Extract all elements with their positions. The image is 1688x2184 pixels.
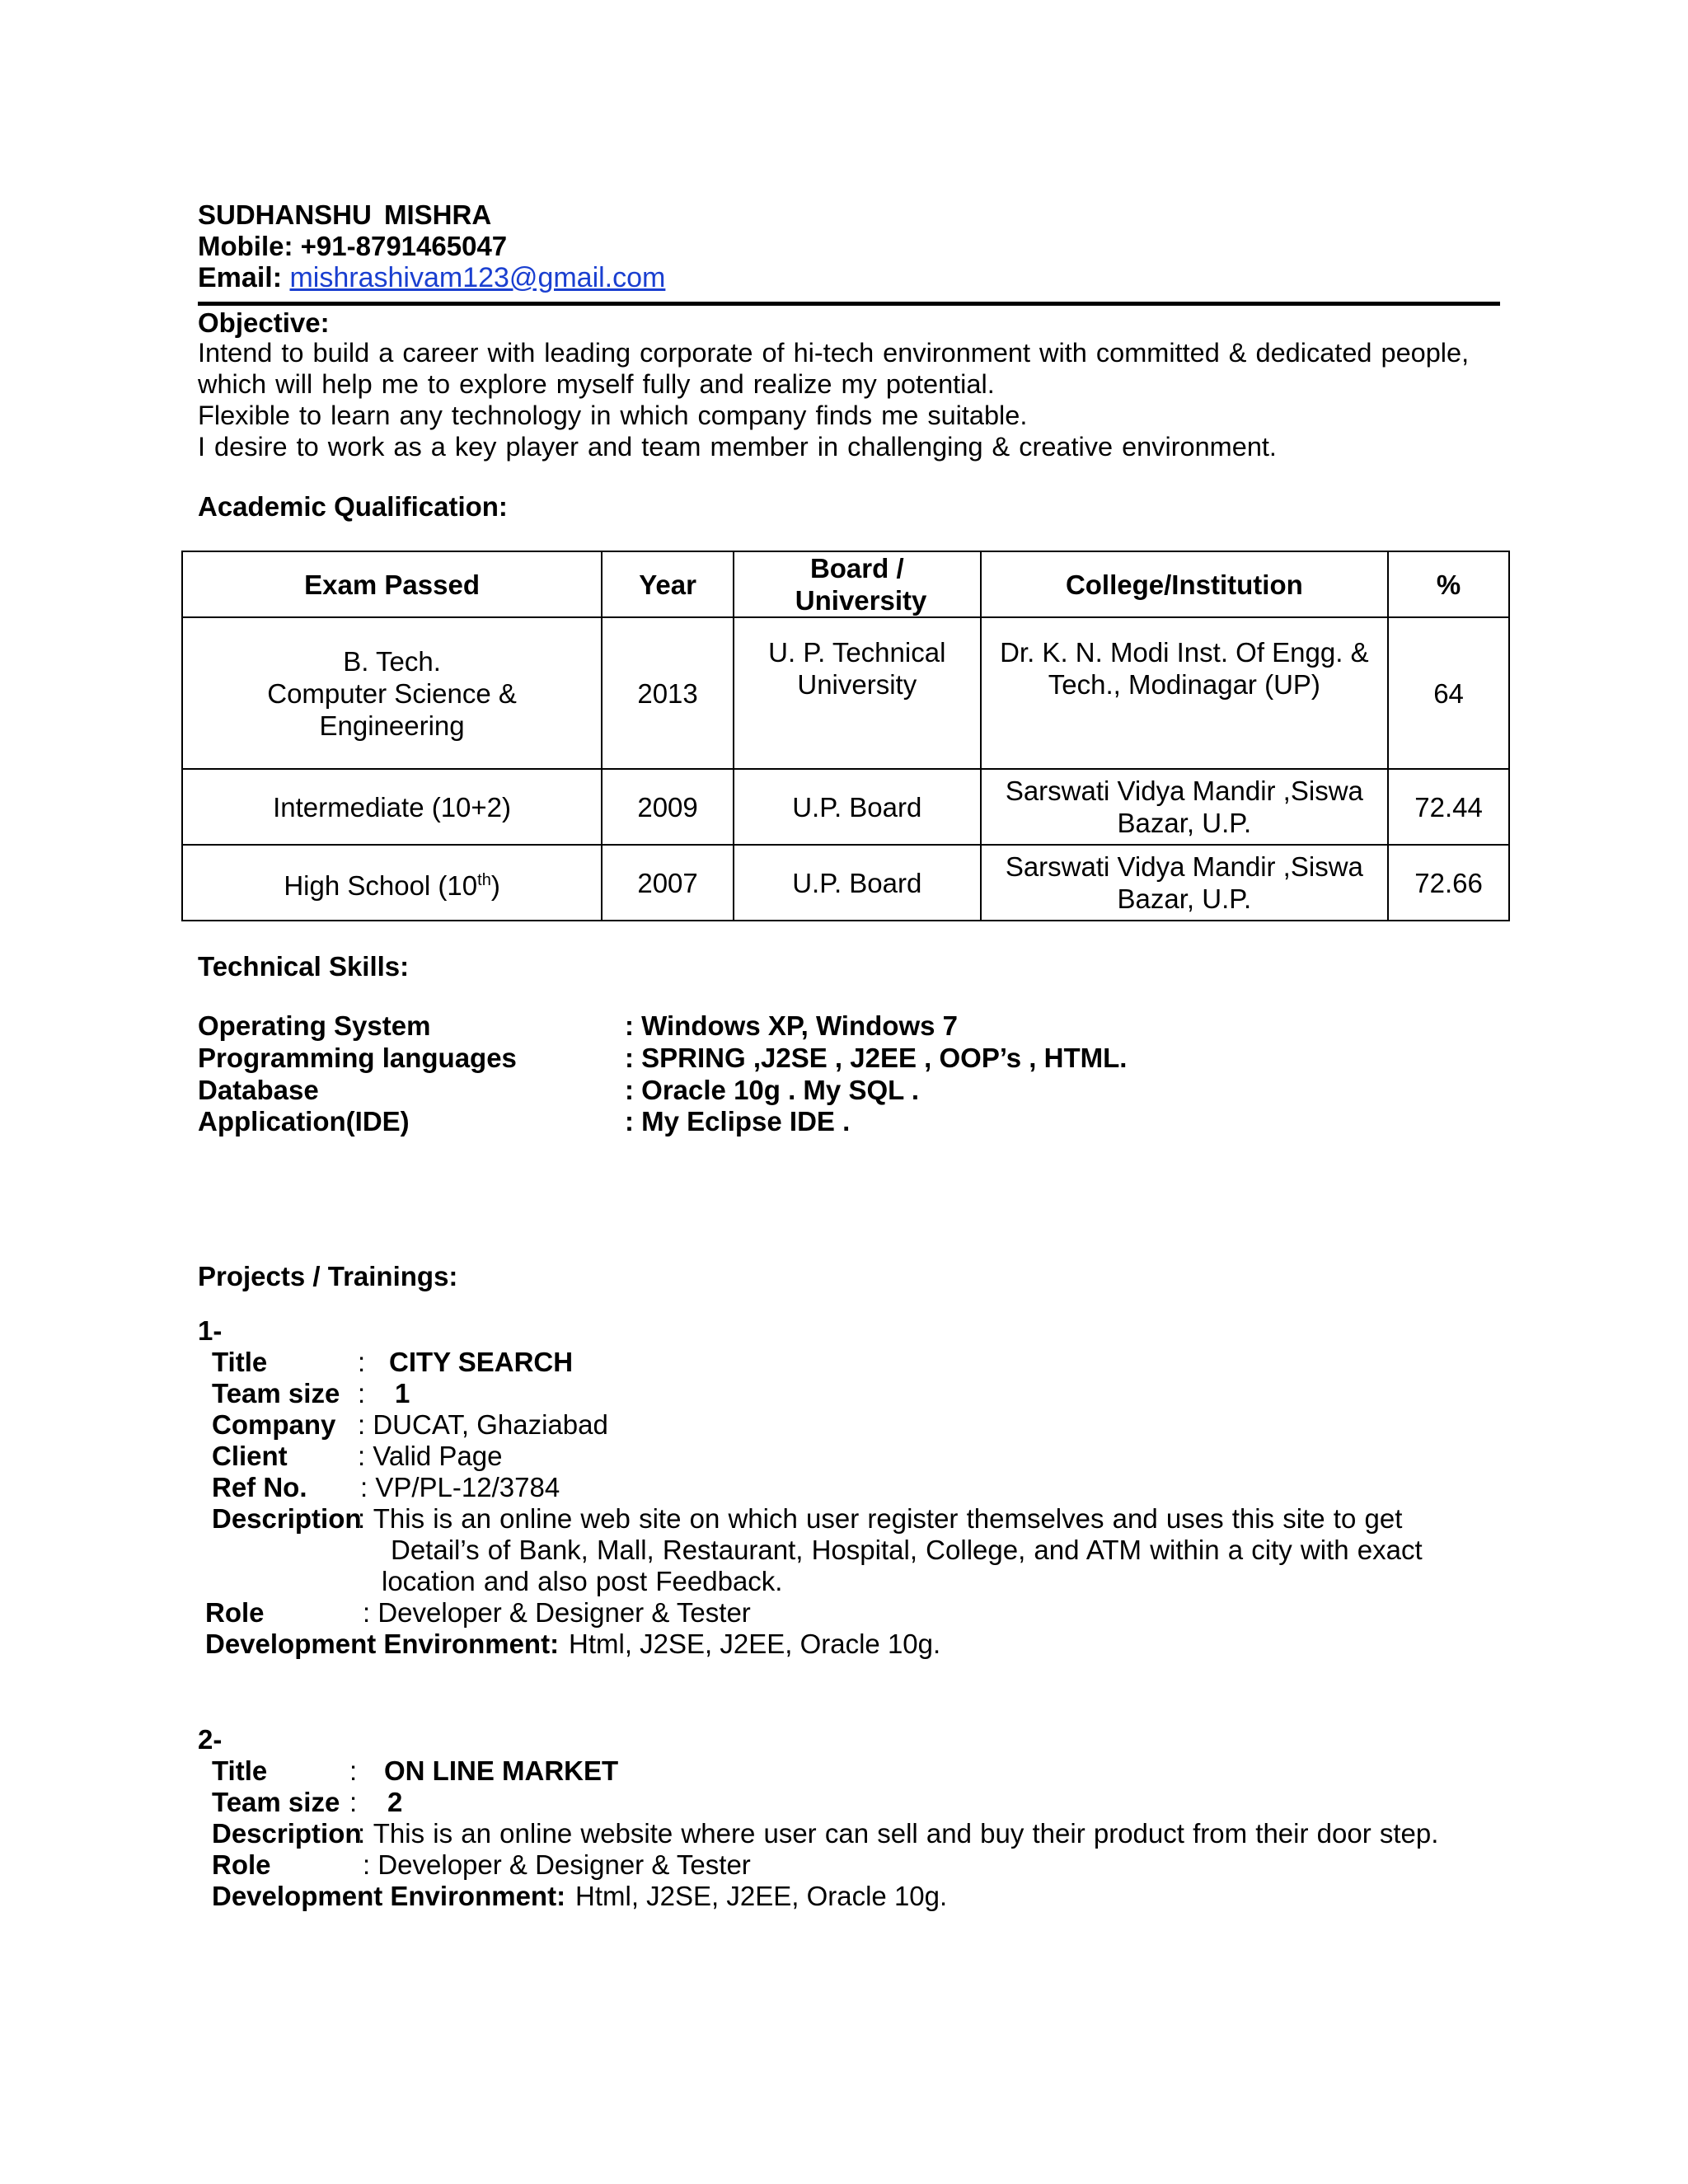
table-header-row <box>182 551 1509 617</box>
team-size-separator: : <box>358 1378 366 1408</box>
skill-label: Programming languages <box>198 1043 517 1073</box>
objective-line: Intend to build a career with leading corporate of hi-tech environment with committed & dedicated people, <box>198 338 1470 368</box>
description-label: Description <box>212 1818 362 1849</box>
mobile-number: Mobile: +91-8791465047 <box>198 231 508 261</box>
role-value: : Developer & Designer & Tester <box>363 1849 751 1880</box>
table-row <box>182 617 1509 769</box>
project-number: 2- <box>198 1724 223 1755</box>
skill-label: Operating System <box>198 1010 431 1041</box>
cell-year: 2013 <box>602 617 734 769</box>
role-label: Role <box>205 1597 265 1628</box>
cell-percent: 72.66 <box>1388 845 1509 921</box>
ref-no-label: Ref No. <box>212 1472 307 1502</box>
candidate-name: SUDHANSHU MISHRA <box>198 199 492 230</box>
team-size-value: 1 <box>395 1378 410 1408</box>
email-link[interactable]: mishrashivam123@gmail.com <box>289 262 666 293</box>
skill-value: : Windows XP, Windows 7 <box>625 1010 958 1041</box>
skills-heading: Technical Skills: <box>198 951 410 982</box>
skill-value: : My Eclipse IDE . <box>625 1106 851 1137</box>
company-label: Company <box>212 1409 336 1440</box>
cell-percent: 64 <box>1388 617 1509 769</box>
role-label: Role <box>212 1849 271 1880</box>
title-separator: : <box>349 1755 358 1786</box>
dev-env-label: Development Environment: <box>205 1629 560 1659</box>
cell-year: 2007 <box>602 845 734 921</box>
cell-college: Sarswati Vidya Mandir ,Siswa Bazar, U.P. <box>981 845 1388 921</box>
description-line: : This is an online website where user can sell and buy their product from their door step. <box>358 1818 1439 1849</box>
objective-heading: Objective: <box>198 307 330 338</box>
col-board: Board / University <box>734 551 981 617</box>
role-value: : Developer & Designer & Tester <box>363 1597 751 1628</box>
table-row <box>182 845 1509 921</box>
description-label: Description <box>212 1503 362 1534</box>
project-number: 1- <box>198 1315 223 1346</box>
email-label: Email: <box>198 262 290 293</box>
client-label: Client <box>212 1441 288 1471</box>
header-divider <box>198 302 1500 306</box>
project-title: ON LINE MARKET <box>384 1755 619 1786</box>
cell-exam: Intermediate (10+2) <box>182 769 602 845</box>
team-size-label: Team size <box>212 1787 340 1817</box>
title-label: Title <box>212 1347 268 1377</box>
table-row <box>182 769 1509 845</box>
objective-line: Flexible to learn any technology in which company finds me suitable. <box>198 401 1028 430</box>
email-line <box>198 262 665 294</box>
cell-year: 2009 <box>602 769 734 845</box>
dev-env-label: Development Environment: <box>212 1881 566 1911</box>
projects-heading: Projects / Trainings: <box>198 1261 458 1291</box>
team-size-separator: : <box>349 1787 358 1817</box>
cell-board: U.P. Board <box>734 845 981 921</box>
objective-line: I desire to work as a key player and team member in challenging & creative environment. <box>198 432 1277 462</box>
dev-env-value: Html, J2SE, J2EE, Oracle 10g. <box>575 1881 948 1911</box>
client-value: : Valid Page <box>358 1441 503 1471</box>
ref-no-value: : VP/PL-12/3784 <box>360 1472 560 1502</box>
description-line: Detail’s of Bank, Mall, Restaurant, Hospital, College, and ATM within a city with exact <box>391 1535 1423 1565</box>
team-size-label: Team size <box>212 1378 340 1408</box>
objective-line: which will help me to explore myself fully and realize my potential. <box>198 369 995 399</box>
cell-board: U.P. Board <box>734 769 981 845</box>
project-title: CITY SEARCH <box>389 1347 574 1377</box>
cell-board: U. P. Technical University <box>734 617 981 769</box>
col-percent: % <box>1388 551 1509 617</box>
company-value: : DUCAT, Ghaziabad <box>358 1409 608 1440</box>
description-line: location and also post Feedback. <box>382 1566 783 1596</box>
academic-table <box>181 551 1510 921</box>
skill-label: Application(IDE) <box>198 1106 410 1137</box>
cell-exam: B. Tech. Computer Science & Engineering <box>182 617 602 769</box>
cell-college: Dr. K. N. Modi Inst. Of Engg. & Tech., Modinagar (UP) <box>981 617 1388 769</box>
col-year: Year <box>602 551 734 617</box>
skill-value: : SPRING ,J2SE , J2EE , OOP’s , HTML. <box>625 1043 1128 1073</box>
skill-value: : Oracle 10g . My SQL . <box>625 1075 920 1105</box>
title-label: Title <box>212 1755 268 1786</box>
cell-college: Sarswati Vidya Mandir ,Siswa Bazar, U.P. <box>981 769 1388 845</box>
academic-heading: Academic Qualification: <box>198 491 508 522</box>
col-exam-passed: Exam Passed <box>182 551 602 617</box>
col-college: College/Institution <box>981 551 1388 617</box>
team-size-value: 2 <box>387 1787 403 1817</box>
skill-label: Database <box>198 1075 319 1105</box>
title-separator: : <box>358 1347 366 1377</box>
cell-exam: High School (10th) <box>182 845 602 921</box>
description-line: : This is an online web site on which user register themselves and uses this site to get <box>358 1503 1403 1534</box>
cell-percent: 72.44 <box>1388 769 1509 845</box>
dev-env-value: Html, J2SE, J2EE, Oracle 10g. <box>569 1629 941 1659</box>
